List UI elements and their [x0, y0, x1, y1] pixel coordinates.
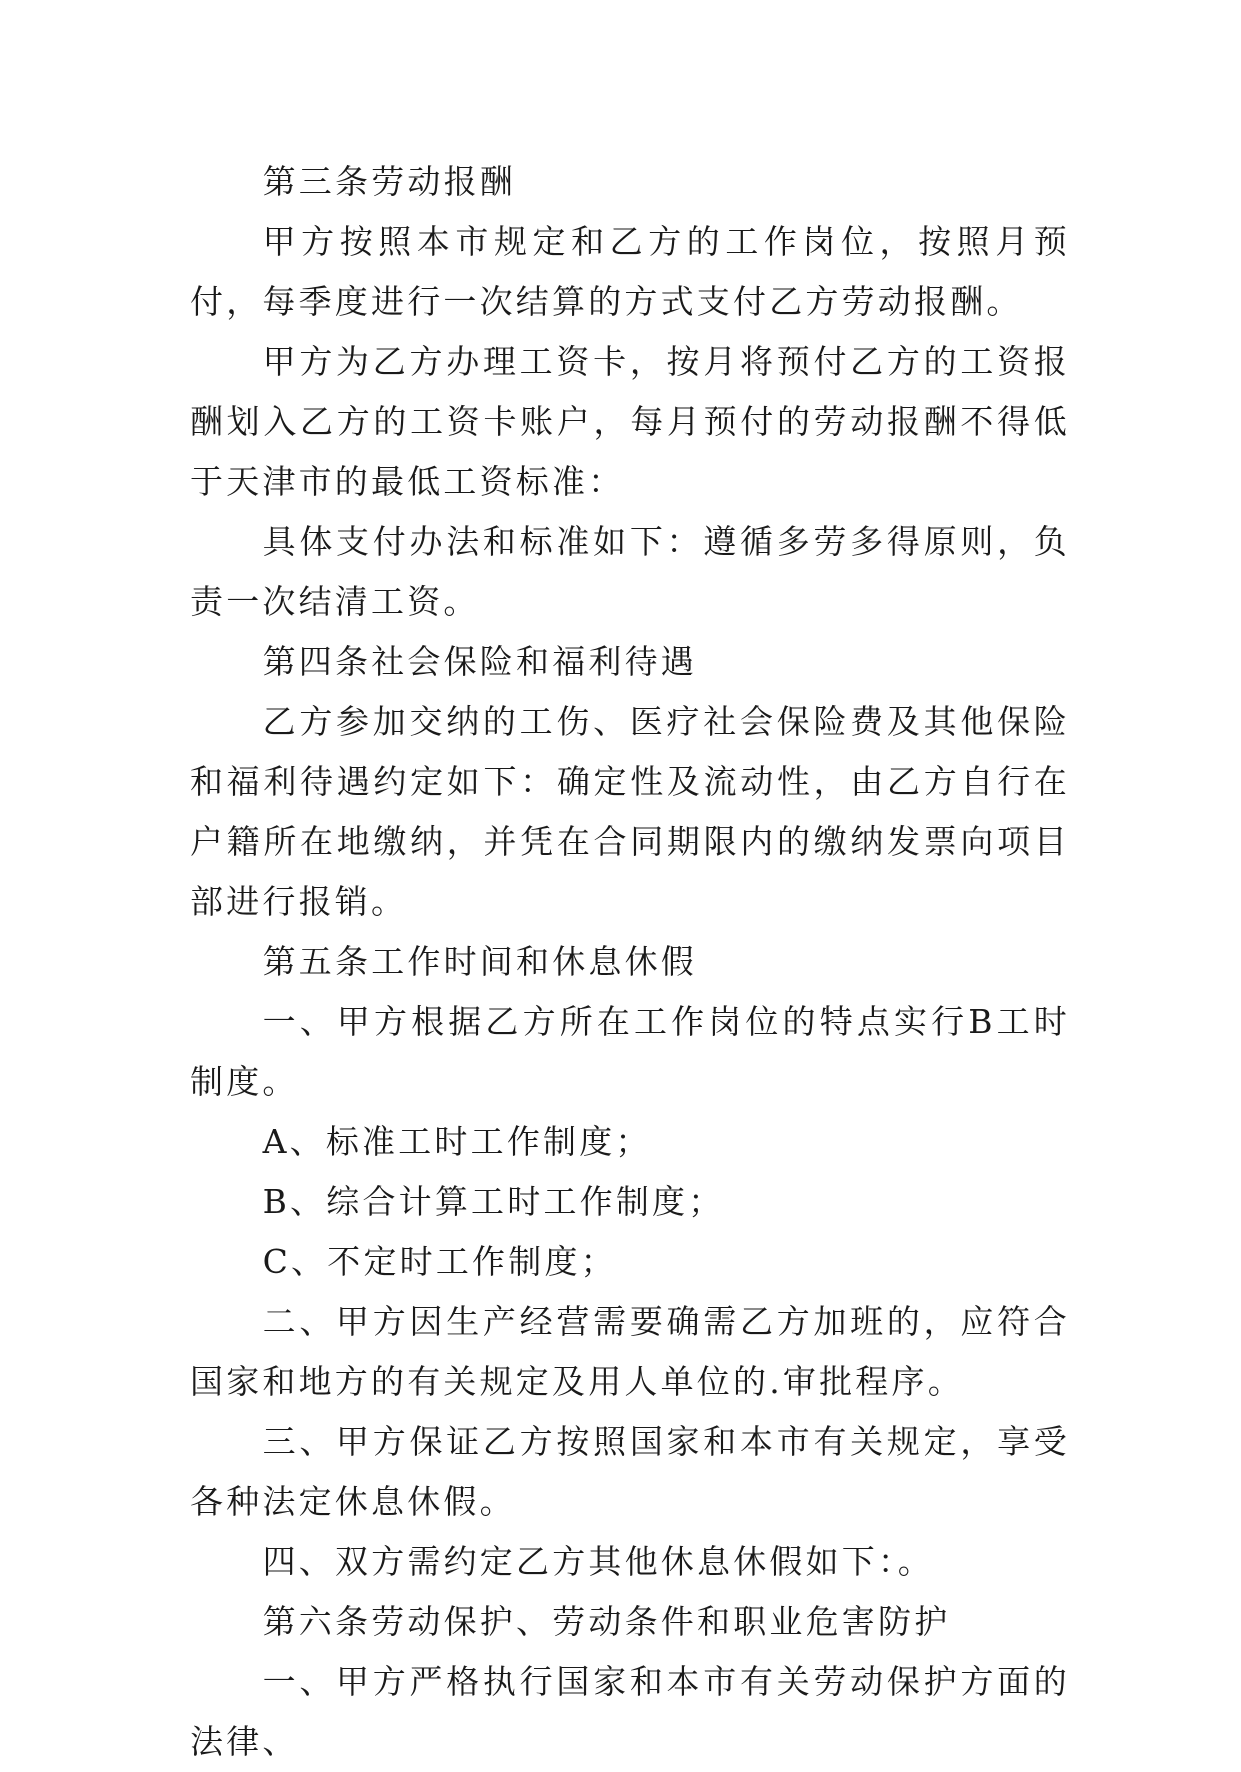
heading-article-6: 第六条劳动保护、劳动条件和职业危害防护: [262, 1602, 951, 1641]
paragraph-statutory-holidays: 三、甲方保证乙方按照国家和本市有关规定，享受各种法定休息休假。: [190, 1422, 1070, 1521]
list-item-option-a: A、标准工时工作制度；: [262, 1122, 652, 1161]
paragraph-other-holidays: 四、双方需约定乙方其他休息休假如下：。: [262, 1542, 934, 1581]
document-body: [190, 152, 1070, 1772]
heading-article-5: 第五条工作时间和休息休假: [262, 942, 697, 981]
paragraph-payment-standard: 具体支付办法和标准如下：遵循多劳多得原则，负责一次结清工资。: [190, 522, 1070, 621]
list-item-option-b: B、综合计算工时工作制度；: [262, 1182, 725, 1221]
paragraph-payment-method: 甲方按照本市规定和乙方的工作岗位，按照月预付，每季度进行一次结算的方式支付乙方劳动报酬。: [190, 222, 1070, 321]
paragraph-social-insurance: 乙方参加交纳的工伤、医疗社会保险费及其他保险和福利待遇约定如下：确定性及流动性，由乙方自行在户籍所在地缴纳，并凭在合同期限内的缴纳发票向项目部进行报销。: [190, 702, 1070, 921]
heading-article-3: 第三条劳动报酬: [262, 162, 516, 201]
paragraph-working-hours-system: 一、甲方根据乙方所在工作岗位的特点实行B工时制度。: [190, 1002, 1070, 1101]
paragraph-overtime: 二、甲方因生产经营需要确需乙方加班的，应符合国家和地方的有关规定及用人单位的.审批程序。: [190, 1302, 1070, 1401]
paragraph-salary-card: 甲方为乙方办理工资卡，按月将预付乙方的工资报酬划入乙方的工资卡账户，每月预付的劳动报酬不得低于天津市的最低工资标准：: [190, 342, 1070, 501]
paragraph-labor-protection: 一、甲方严格执行国家和本市有关劳动保护方面的法律、: [190, 1662, 1070, 1761]
heading-article-4: 第四条社会保险和福利待遇: [262, 642, 697, 681]
list-item-option-c: C、不定时工作制度；: [262, 1242, 617, 1281]
